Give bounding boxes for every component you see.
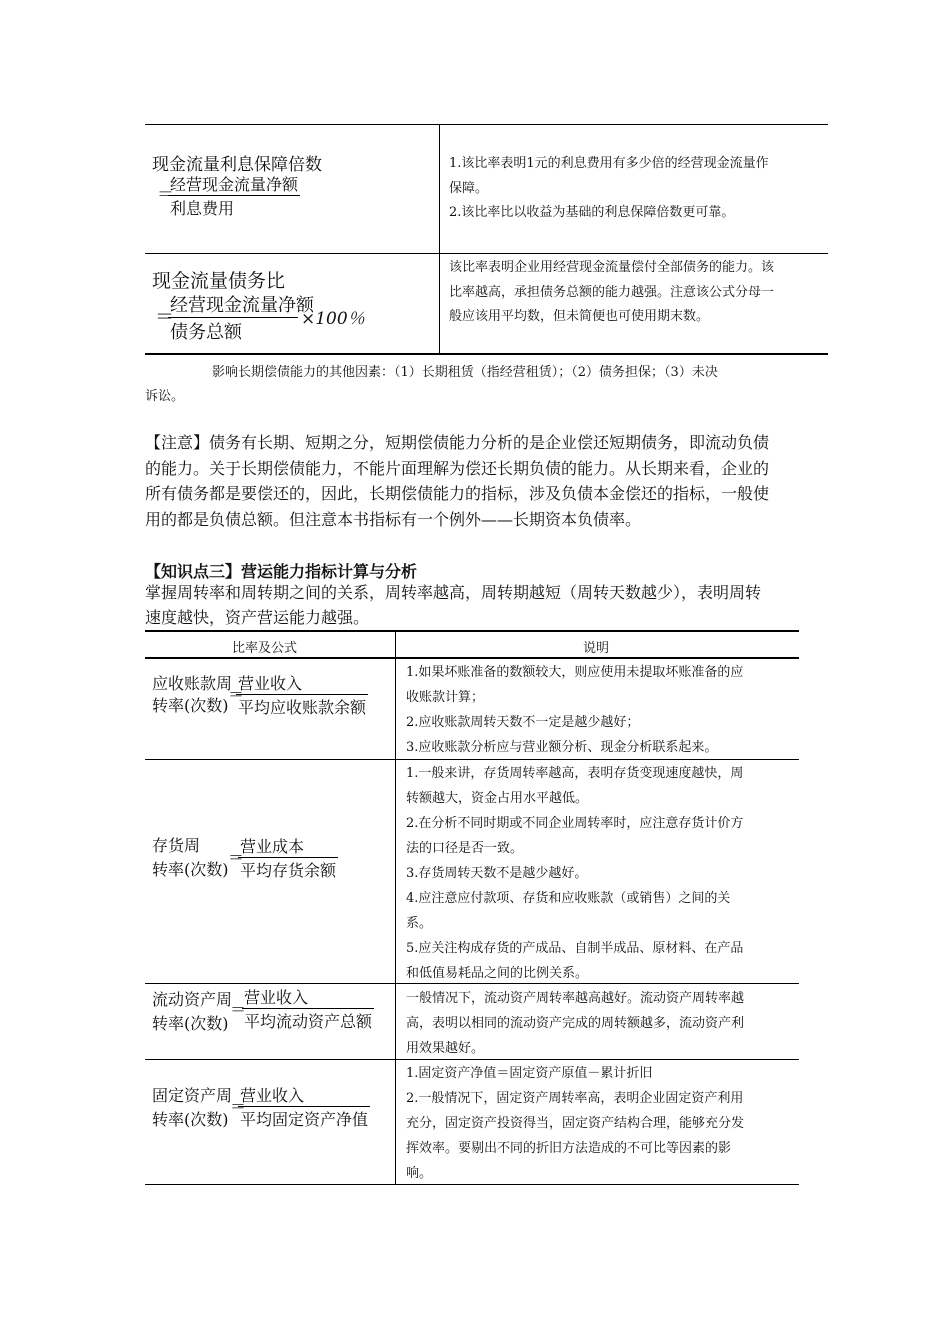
formula-numerator: 经营现金流量净额 <box>170 295 314 316</box>
formula-name-line: 转率(次数) <box>152 1110 229 1129</box>
description-line: 比率越高，承担债务总额的能力越强。注意该公式分母一 <box>449 284 775 300</box>
formula-numerator: 经营现金流量净额 <box>170 175 299 194</box>
formula-name <box>152 988 232 1036</box>
intro-line: 掌握周转率和周转期之间的关系，周转率越高，周转期越短（周转天数越少），表明周转 <box>145 583 762 602</box>
description-line: 2.一般情况下，固定资产周转率高，表明企业固定资产利用 <box>406 1091 744 1106</box>
formula-fraction <box>242 985 374 1032</box>
formula-name <box>152 834 229 882</box>
description-line: 该比率表明企业用经营现金流量偿付全部债务的能力。该 <box>449 260 775 275</box>
description-line: 系。 <box>406 916 433 931</box>
formula-name-line: 转率(次数) <box>152 1014 229 1033</box>
description-line: 2.在分析不同时期或不同企业周转率时，应注意存货计价方 <box>406 816 744 831</box>
description-line: 收账款计算； <box>406 690 485 705</box>
description-line: 充分，固定资产投资得当，固定资产结构合理，能够充分发 <box>406 1116 745 1131</box>
equals-sign: ＝ <box>155 306 175 328</box>
note-line: 用的都是负债总额。但注意本书指标有一个例外——长期资本负债率。 <box>145 509 642 529</box>
note-line: 所有债务都是要偿还的，因此，长期偿债能力的指标，涉及负债本金偿还的指标，一般使 <box>145 484 770 503</box>
table-1-column-divider <box>439 124 440 354</box>
description-line: 3.存货周转天数不是越少越好。 <box>406 866 588 881</box>
other-factors-line-2: 诉讼。 <box>145 389 185 404</box>
description-line: 1.如果坏账准备的数额较大，则应使用未提取坏账准备的应 <box>406 665 744 680</box>
description-line: 挥效率。要剔出不同的折旧方法造成的不可比等因素的影 <box>406 1141 732 1156</box>
section-intro <box>145 580 761 630</box>
formula-name-line: 应收账款周 <box>152 674 233 693</box>
formula-name-line: 固定资产周 <box>152 1086 233 1105</box>
description-line: 4.应注意应付款项、存货和应收账款（或销售）之间的关 <box>406 891 731 906</box>
formula-name-line: 流动资产周 <box>152 990 233 1009</box>
row-description <box>406 660 743 760</box>
table-2-top-rule <box>145 630 799 632</box>
formula-denominator: 利息费用 <box>170 199 235 218</box>
formula-fraction <box>238 834 338 881</box>
formula-name-line: 转率(次数) <box>152 696 229 715</box>
equals-sign: ＝ <box>228 685 245 704</box>
table-1-top-rule <box>145 124 828 125</box>
other-factors-line-1: 影响长期偿债能力的其他因素：（1）长期租赁（指经营租赁）；（2）债务担保；（3）未决 <box>212 365 718 380</box>
column-header-description: 说明 <box>583 641 610 656</box>
description-line: 1.一般来讲，存货周转率越高，表明存货变现速度越快，周 <box>406 766 744 781</box>
description-line: 1.固定资产净值＝固定资产原值－累计折旧 <box>406 1066 653 1081</box>
formula-denominator: 平均流动资产总额 <box>244 1012 373 1031</box>
formula-numerator: 营业收入 <box>244 988 309 1007</box>
description-line: 法的口径是否一致。 <box>406 841 524 856</box>
formula-denominator: 平均应收账款余额 <box>238 698 367 717</box>
equals-sign: ＝ <box>228 848 245 867</box>
description-line: 转额越大，资金占用水平越低。 <box>406 791 589 806</box>
formula-numerator: 营业收入 <box>238 674 303 693</box>
column-header-formula: 比率及公式 <box>232 641 298 656</box>
intro-line: 速度越快，资产营运能力越强。 <box>145 608 370 627</box>
section-heading: 【知识点三】营运能力指标计算与分析 <box>145 562 418 581</box>
table-2-header-rule <box>145 657 799 659</box>
formula-name: 现金流量利息保障倍数 <box>152 155 322 175</box>
description-line: 2.该比率比以收益为基础的利息保障倍数更可靠。 <box>449 205 735 220</box>
description-line: 般应该用平均数，但未简便也可使用期末数。 <box>449 309 710 324</box>
description-line: 5.应关注构成存货的产成品、自制半成品、原材料、在产品 <box>406 941 744 956</box>
table-2-column-divider <box>395 632 396 1185</box>
equals-sign: ＝ <box>230 1097 247 1116</box>
formula-denominator: 平均存货余额 <box>240 861 337 880</box>
equals-sign: ＝ <box>157 185 174 205</box>
row-description <box>406 761 743 986</box>
description-line: 和低值易耗品之间的比例关系。 <box>406 966 589 981</box>
formula-fraction <box>168 291 316 344</box>
formula-fraction <box>238 1083 370 1130</box>
equals-sign: ＝ <box>230 1000 247 1019</box>
description-line: 一般情况下，流动资产周转率越高越好。流动资产周转率越 <box>406 991 745 1006</box>
description-line: 2.应收账款周转天数不一定是越少越好； <box>406 715 640 730</box>
formula-name <box>152 1084 232 1132</box>
formula-fraction <box>236 671 368 718</box>
formula-suffix: ×100％ <box>301 309 365 329</box>
note-line: 【注意】债务有长期、短期之分，短期偿债能力分析的是企业偿还短期债务，即流动负债 <box>145 433 770 452</box>
formula-denominator: 债务总额 <box>170 322 242 343</box>
description-line: 3.应收账款分析应与营业额分析、现金分析联系起来。 <box>406 740 718 755</box>
formula-name: 现金流量债务比 <box>152 270 286 292</box>
table-1-bottom-rule <box>145 353 828 355</box>
table-1-row-divider <box>145 253 828 254</box>
description-line: 保障。 <box>449 180 489 196</box>
formula-denominator: 平均固定资产净值 <box>240 1110 369 1129</box>
formula-name-line: 转率(次数) <box>152 860 229 879</box>
row-description <box>406 986 744 1061</box>
row-description <box>449 152 769 226</box>
note-line: 的能力。关于长期偿债能力，不能片面理解为偿还长期负债的能力。从长期来看，企业的 <box>145 458 770 478</box>
formula-fraction <box>168 172 300 219</box>
description-line: 高，表明以相同的流动资产完成的周转额越多，流动资产利 <box>406 1016 745 1031</box>
description-line: 用效果越好。 <box>406 1041 485 1056</box>
description-line: 响。 <box>406 1166 433 1181</box>
note-paragraph <box>145 430 769 532</box>
row-description <box>449 256 774 330</box>
row-description <box>406 1061 744 1186</box>
description-line: 1.该比率表明1元的利息费用有多少倍的经营现金流量作 <box>449 156 769 171</box>
formula-name <box>152 673 232 717</box>
formula-numerator: 营业成本 <box>240 837 305 856</box>
formula-name-line: 存货周 <box>152 836 201 855</box>
formula-numerator: 营业收入 <box>240 1086 305 1105</box>
